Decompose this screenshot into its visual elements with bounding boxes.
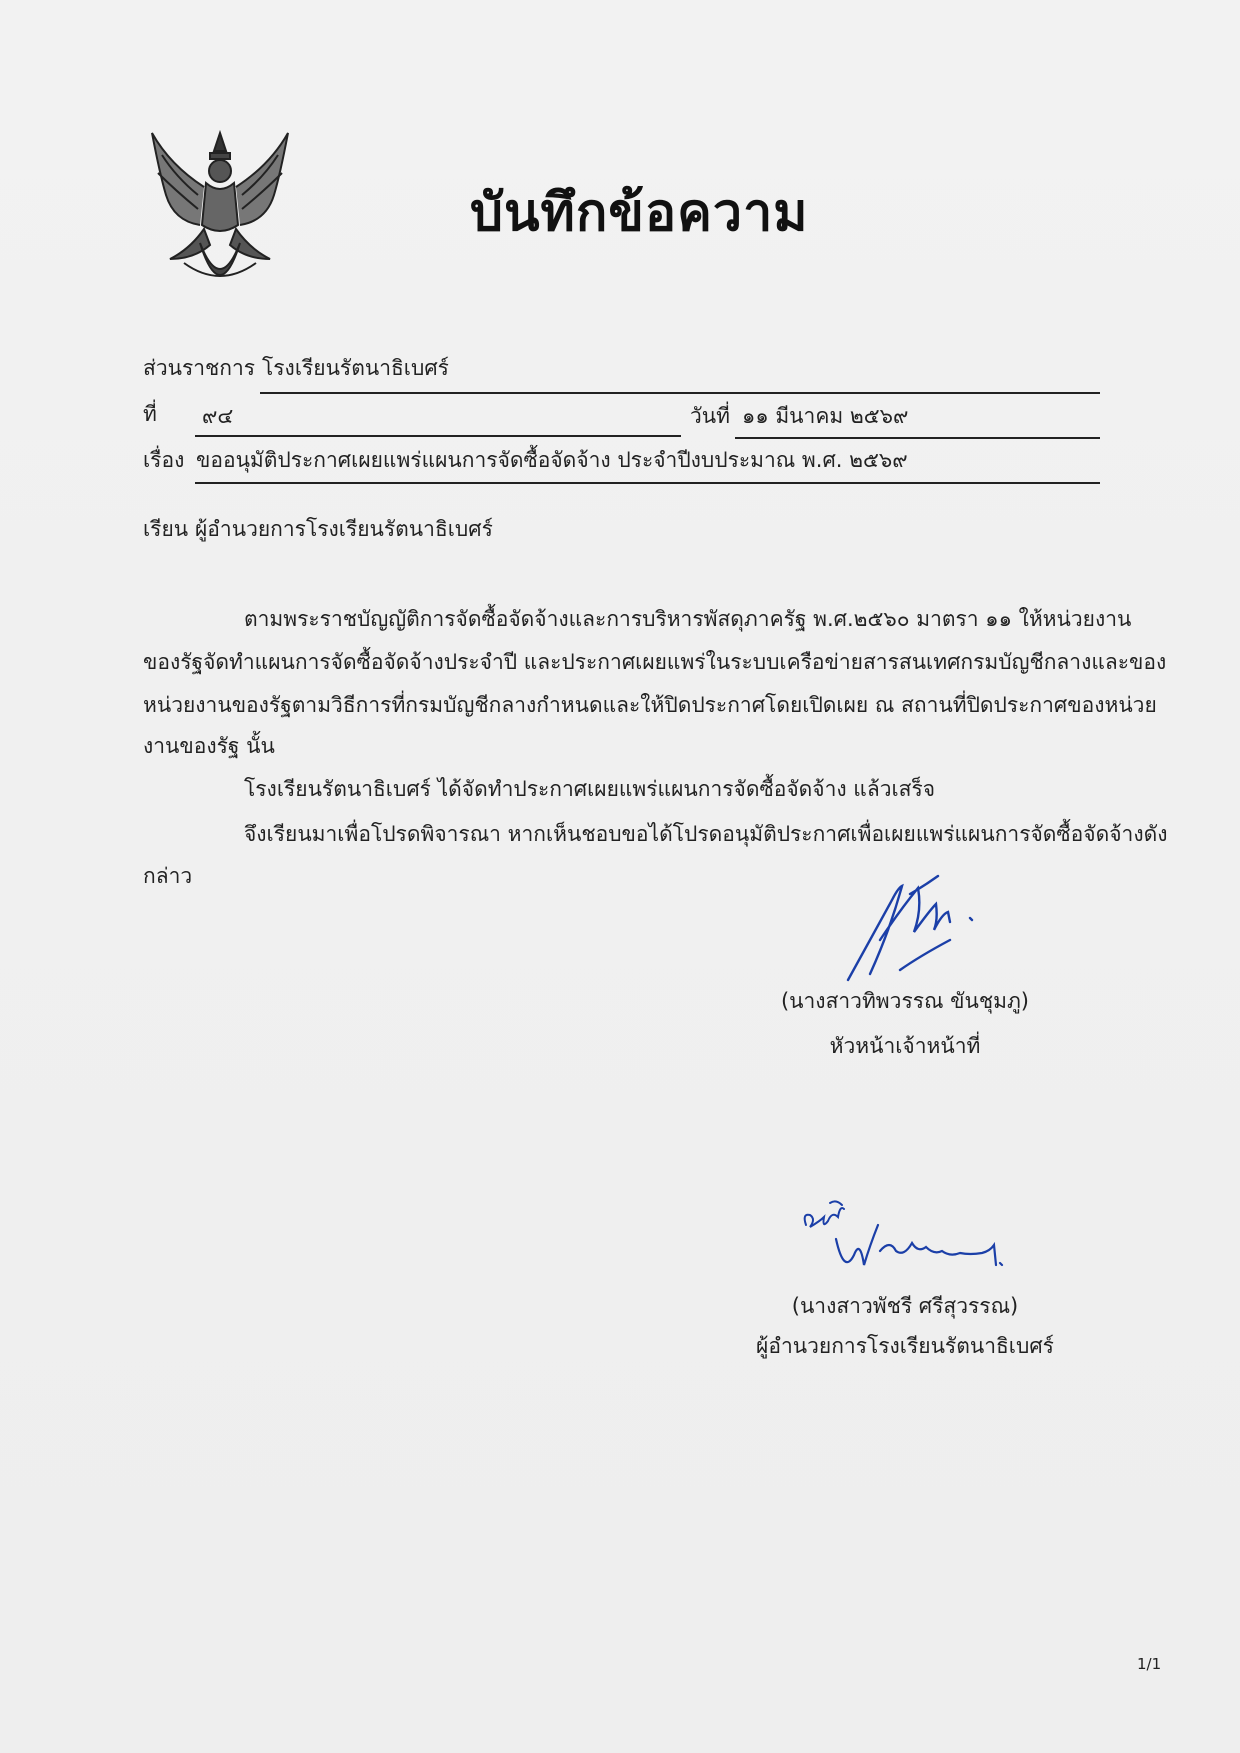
body-line: โรงเรียนรัตนาธิเบศร์ ได้จัดทำประกาศเผยแพร่แผนการจัดซื้อจัดจ้าง แล้วเสร็จ (244, 777, 936, 801)
date-value: ๑๑ มีนาคม ๒๕๖๙ (742, 404, 909, 428)
subject-label: เรื่อง (143, 448, 185, 472)
subject-value: ขออนุมัติประกาศเผยแพร่แผนการจัดซื้อจัดจ้าง ประจำปีงบประมาณ พ.ศ. ๒๕๖๙ (196, 448, 908, 472)
body-line: จึงเรียนมาเพื่อโปรดพิจารณา หากเห็นชอบขอได้โปรดอนุมัติประกาศเพื่อเผยแพร่แผนการจัดซื้อจัดจ้างดัง (244, 822, 1168, 846)
body-line: หน่วยงานของรัฐตามวิธีการที่กรมบัญชีกลางกำหนดและให้ปิดประกาศโดยเปิดเผย ณ สถานที่ปิดประกาศของหน่วย (143, 693, 1157, 717)
salutation-value: ผู้อำนวยการโรงเรียนรัตนาธิเบศร์ (195, 517, 493, 541)
signature-2-icon (800, 1195, 1020, 1285)
department-label: ส่วนราชการ (143, 356, 256, 380)
page-title: บันทึกข้อความ (470, 183, 809, 243)
ref-label: ที่ (143, 402, 157, 426)
signer-2-position: ผู้อำนวยการโรงเรียนรัตนาธิเบศร์ (756, 1334, 1054, 1358)
department-value: โรงเรียนรัตนาธิเบศร์ (262, 356, 449, 380)
garuda-emblem-icon (140, 125, 300, 295)
salutation-label: เรียน (143, 517, 189, 541)
signature-1-icon (840, 870, 980, 990)
subject-underline (195, 482, 1100, 484)
body-line: ตามพระราชบัญญัติการจัดซื้อจัดจ้างและการบริหารพัสดุภาครัฐ พ.ศ.๒๕๖๐ มาตรา ๑๑ ให้หน่วยงาน (244, 607, 1132, 631)
body-line: งานของรัฐ นั้น (143, 734, 275, 758)
page-number: 1/1 (1137, 1655, 1162, 1673)
signer-1-name: (นางสาวทิพวรรณ ขันชุมภู) (780, 989, 1030, 1013)
date-underline (735, 437, 1100, 439)
body-line: ของรัฐจัดทำแผนการจัดซื้อจัดจ้างประจำปี และประกาศเผยแพร่ในระบบเครือข่ายสารสนเทศกรมบัญชีกลางและของ (143, 650, 1167, 674)
ref-underline (195, 435, 681, 437)
ref-value: ๙๔ (202, 404, 234, 428)
date-label: วันที่ (690, 404, 730, 428)
signer-2-name: (นางสาวพัชรี ศรีสุวรรณ) (791, 1294, 1019, 1318)
body-line: กล่าว (143, 864, 193, 888)
signer-1-position: หัวหน้าเจ้าหน้าที่ (829, 1034, 981, 1058)
department-underline (260, 392, 1100, 394)
